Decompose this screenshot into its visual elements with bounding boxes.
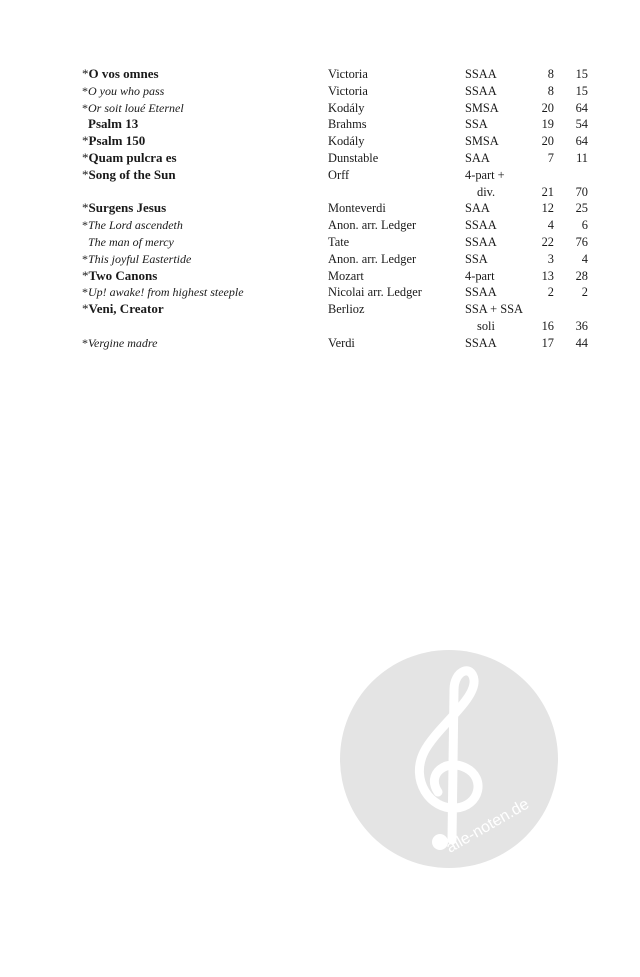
voicing-line: SAA	[465, 201, 490, 216]
asterisk-marker: *	[82, 66, 89, 81]
asterisk-marker: *	[82, 166, 89, 182]
page-number-full: 4	[581, 251, 588, 266]
index-row	[82, 335, 592, 352]
voicing-line: 4-part	[465, 268, 495, 283]
piece-title-text: The man of mercy	[88, 234, 174, 249]
index-row	[82, 83, 592, 100]
index-row	[82, 133, 592, 150]
page-number-full: 2	[581, 285, 588, 300]
composer: Monteverdi	[328, 201, 386, 216]
piece-title-text: The Lord ascendeth	[88, 218, 183, 233]
voicing-line: SSAA	[465, 83, 497, 98]
composer: Victoria	[328, 67, 368, 81]
piece-title-text: Veni, Creator	[88, 301, 164, 317]
watermark-logo	[340, 650, 558, 868]
page-number-vocal: 4	[547, 218, 554, 233]
piece-title	[82, 66, 159, 83]
voicing-line: SSAA	[465, 67, 497, 81]
voicing-line: div.	[477, 184, 496, 199]
voicing-line: 4-part +	[465, 167, 505, 182]
page-number-full: 54	[575, 117, 588, 132]
voicing-line: SSAA	[465, 285, 497, 300]
voicing	[465, 217, 497, 234]
page-number-vocal: 3	[547, 251, 554, 266]
asterisk-marker: *	[82, 83, 88, 98]
index-row	[82, 234, 592, 251]
index-row	[82, 301, 592, 335]
index-row	[82, 100, 592, 117]
piece-title	[82, 83, 164, 100]
piece-title-text: O vos omnes	[88, 66, 159, 81]
voicing	[465, 83, 497, 100]
page-number-full: 36	[575, 318, 588, 333]
voicing-line: SAA	[465, 150, 490, 165]
page-number-full: 76	[575, 234, 588, 249]
piece-title-text: Psalm 150	[88, 133, 146, 149]
voicing	[465, 150, 490, 167]
piece-title-text: O you who pass	[88, 83, 165, 98]
piece-title	[82, 234, 174, 251]
piece-title	[82, 100, 184, 117]
page-number-full: 44	[575, 335, 588, 350]
page-number-vocal: 8	[547, 83, 554, 98]
piece-title	[82, 133, 145, 150]
voicing	[465, 301, 523, 335]
page-number-full: 6	[581, 218, 588, 233]
index-row	[82, 268, 592, 285]
voicing	[465, 284, 497, 301]
asterisk-marker: *	[82, 267, 89, 283]
page-number-vocal: 2	[547, 285, 554, 300]
index-row	[82, 217, 592, 234]
page-number-full: 64	[575, 134, 588, 149]
page-number-vocal: 16	[541, 318, 554, 333]
choral-index-table	[82, 66, 592, 352]
composer: Anon. arr. Ledger	[328, 251, 417, 266]
page-number-full: 15	[575, 67, 588, 81]
page-number-vocal: 19	[541, 117, 554, 132]
index-row	[82, 167, 592, 201]
page-number-vocal: 21	[541, 184, 554, 199]
asterisk-marker: *	[82, 133, 89, 149]
voicing-line: SSA + SSA	[465, 302, 523, 317]
composer: Brahms	[328, 117, 367, 132]
index-row	[82, 150, 592, 167]
asterisk-marker: *	[82, 335, 88, 350]
asterisk-marker: *	[82, 218, 88, 233]
piece-title	[82, 301, 164, 318]
voicing-line: SSA	[465, 251, 488, 266]
page-number-vocal: 20	[541, 134, 554, 149]
voicing-line: SSA	[465, 117, 488, 132]
index-row	[82, 200, 592, 217]
voicing-line: SMSA	[465, 100, 499, 115]
voicing	[465, 335, 497, 352]
piece-title	[82, 116, 138, 133]
voicing-line: SSAA	[465, 218, 497, 233]
page-number-full: 11	[576, 150, 588, 165]
composer: Orff	[328, 167, 350, 182]
index-row	[82, 116, 592, 133]
composer: Verdi	[328, 335, 355, 350]
voicing-line: SSAA	[465, 335, 497, 350]
page-number-full: 28	[575, 268, 588, 283]
voicing	[465, 251, 488, 268]
page-number-vocal: 12	[541, 201, 554, 216]
page-number-full: 64	[575, 100, 588, 115]
asterisk-marker: *	[82, 149, 89, 165]
composer: Nicolai arr. Ledger	[328, 285, 422, 300]
page-number-full: 25	[575, 201, 588, 216]
asterisk-marker: *	[82, 100, 88, 115]
voicing	[465, 116, 488, 133]
asterisk-marker: *	[82, 251, 88, 266]
composer: Dunstable	[328, 150, 379, 165]
composer: Berlioz	[328, 302, 365, 317]
piece-title	[82, 335, 157, 352]
voicing	[465, 200, 490, 217]
voicing-line: SSAA	[465, 234, 497, 249]
piece-title	[82, 217, 183, 234]
voicing-line: soli	[477, 318, 495, 333]
voicing	[465, 268, 495, 285]
piece-title-text: Two Canons	[88, 267, 158, 283]
page-number-full: 70	[575, 184, 588, 199]
watermark-text: alle-noten.de	[443, 795, 533, 857]
index-row	[82, 284, 592, 301]
page-number-vocal: 17	[541, 335, 554, 350]
voicing	[465, 234, 497, 251]
asterisk-marker: *	[82, 301, 89, 317]
index-row	[82, 66, 592, 83]
piece-title	[82, 284, 244, 301]
page-number-vocal: 7	[547, 150, 554, 165]
page-number-vocal: 13	[541, 268, 554, 283]
composer: Kodály	[328, 100, 365, 115]
composer: Kodály	[328, 134, 365, 149]
page-number-vocal: 22	[541, 234, 554, 249]
index-row	[82, 251, 592, 268]
piece-title	[82, 268, 157, 285]
composer: Victoria	[328, 83, 368, 98]
piece-title-text: Song of the Sun	[88, 166, 176, 182]
voicing	[465, 66, 497, 83]
asterisk-marker: *	[82, 200, 89, 216]
voicing	[465, 100, 499, 117]
composer: Tate	[328, 234, 350, 249]
piece-title-text: Up! awake! from highest steeple	[88, 285, 244, 300]
piece-title-text: Or soit loué Eternel	[88, 100, 184, 115]
piece-title	[82, 200, 166, 217]
piece-title	[82, 167, 176, 184]
page-number-full: 15	[575, 83, 588, 98]
composer: Mozart	[328, 268, 364, 283]
composer: Anon. arr. Ledger	[328, 218, 417, 233]
piece-title	[82, 251, 191, 268]
page-number-vocal: 20	[541, 100, 554, 115]
piece-title-text: Psalm 13	[88, 116, 139, 132]
piece-title-text: Quam pulcra es	[88, 149, 177, 165]
asterisk-marker: *	[82, 285, 88, 300]
piece-title	[82, 150, 177, 167]
piece-title-text: Vergine madre	[88, 335, 158, 350]
page-number-vocal: 8	[547, 67, 554, 81]
piece-title-text: This joyful Eastertide	[88, 251, 192, 266]
voicing	[465, 167, 505, 201]
piece-title-text: Surgens Jesus	[88, 200, 167, 216]
voicing-line: SMSA	[465, 134, 499, 149]
voicing	[465, 133, 499, 150]
